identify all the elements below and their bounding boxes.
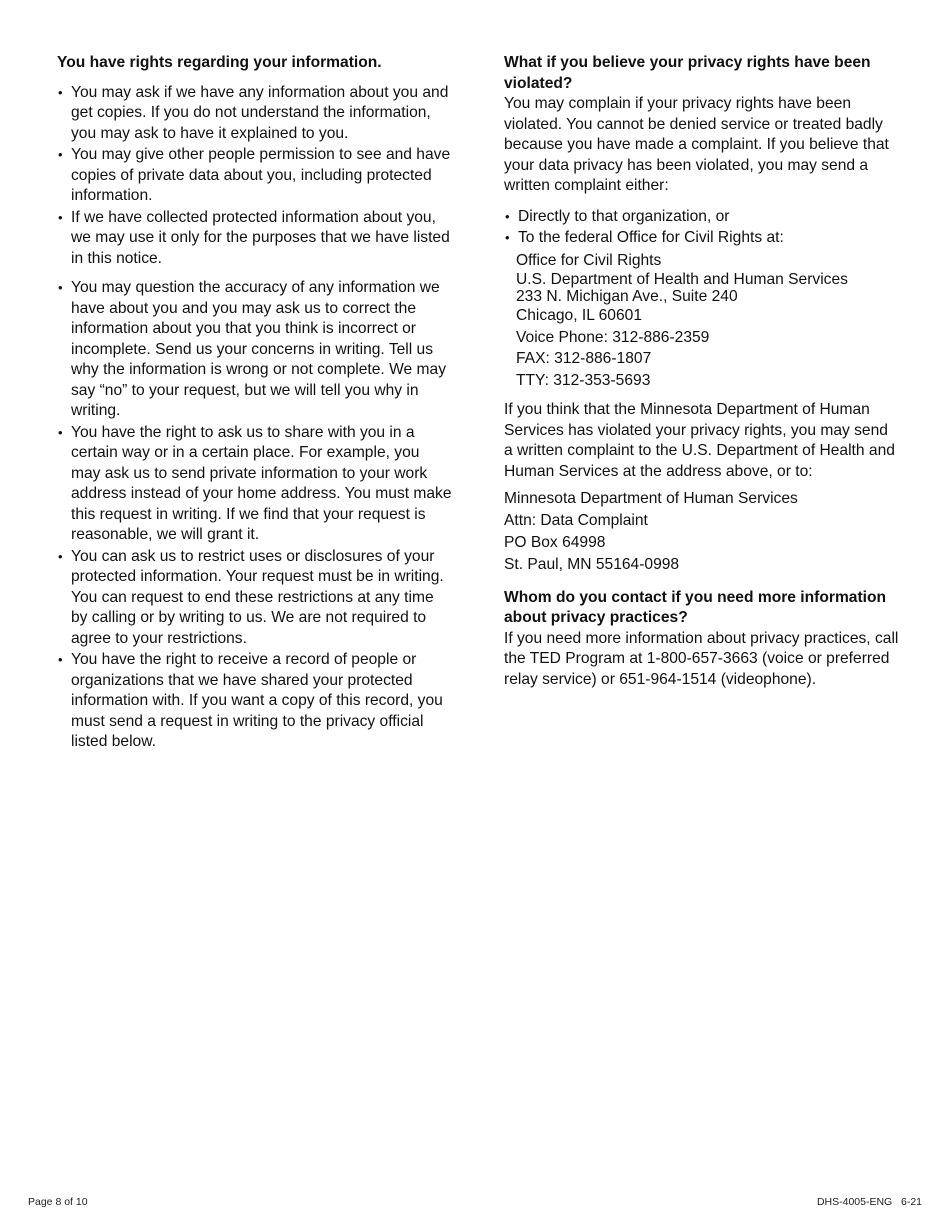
- ocr-address: [504, 250, 899, 392]
- rights-item: • You may ask if we have any information about you and get copies. If you do not understand the information, you may ask to have it explained to you.: [57, 83, 452, 145]
- rights-item: • You have the right to ask us to share with you in a certain way or in a certain place. For example, you may ask us to send private information to your work address instead of your home address. You must make this request in writing. If we find that your request is reasonable, we will grant it.: [57, 423, 452, 546]
- mn-city: St. Paul, MN 55164-0998: [504, 555, 680, 573]
- ocr-dept: U.S. Department of Health and Human Services: [516, 271, 848, 289]
- violated-text: You may complain if your privacy rights have been violated. You cannot be denied service or treated badly because you have made a complaint. If you believe that your data privacy has been violated, you may send a written complaint either:: [504, 95, 889, 194]
- ocr-name: Office for Civil Rights: [516, 251, 662, 269]
- form-id: DHS-4005-ENG 6-21: [816, 1196, 922, 1208]
- ocr-voice-phone: Voice Phone: 312-886-2359: [516, 328, 710, 346]
- left-column: [57, 50, 452, 754]
- complaint-option: • To the federal Office for Civil Rights at:: [504, 228, 899, 249]
- contact-text: If you need more information about privacy practices, call the TED Program at 1-800-657-3663 (voice or preferred relay service) or 651-964-1514 (videophone).: [504, 629, 899, 688]
- rights-item: • You may question the accuracy of any information we have about you and you may ask us to correct the information about you that you think is incorrect or incomplete. Send us your concerns in writing. Tell us why the information is wrong or not complete. We may say “no” to your request, but we will tell you why in writing.: [57, 278, 452, 422]
- ocr-city: Chicago, IL 60601: [516, 307, 642, 325]
- complaint-option: • Directly to that organization, or: [504, 207, 899, 228]
- ocr-fax: FAX: 312-886-1807: [516, 350, 652, 368]
- mn-po-box: PO Box 64998: [504, 534, 606, 552]
- rights-item: • You can ask us to restrict uses or disclosures of your protected information. Your request must be in writing. You can request to end these restrictions at any time by calling or by writing to us. We are not required to agree to your restrictions.: [57, 547, 452, 650]
- rights-item: • You have the right to receive a record of people or organizations that we have shared your protected information with. If you want a copy of this record, you must send a request in writing to the privacy official listed below.: [57, 650, 452, 753]
- violated-heading: What if you believe your privacy rights have been violated?: [504, 54, 871, 92]
- contact-heading: Whom do you contact if you need more information about privacy practices?: [504, 588, 887, 627]
- rights-heading: You have rights regarding your information.: [57, 54, 382, 71]
- right-column: [504, 50, 899, 690]
- ocr-tty: TTY: 312-353-5693: [516, 371, 651, 389]
- ocr-street: 233 N. Michigan Ave., Suite 240: [516, 288, 738, 306]
- mn-attn: Attn: Data Complaint: [504, 512, 648, 530]
- rights-list: [57, 83, 452, 753]
- complaint-options-list: [504, 207, 899, 249]
- page-number: Page 8 of 10: [28, 1196, 88, 1208]
- rights-item: • If we have collected protected information about you, we may use it only for the purposes that we have listed in this notice.: [57, 208, 452, 270]
- mn-address: [504, 488, 899, 575]
- rights-item: • You may give other people permission to see and have copies of private data about you, including protected information.: [57, 145, 452, 207]
- mn-name: Minnesota Department of Human Services: [504, 490, 798, 508]
- mn-complaint-text: If you think that the Minnesota Department of Human Services has violated your privacy rights, you may send a written complaint to the U.S. Department of Health and Human Services at the address above, or to:: [504, 401, 895, 480]
